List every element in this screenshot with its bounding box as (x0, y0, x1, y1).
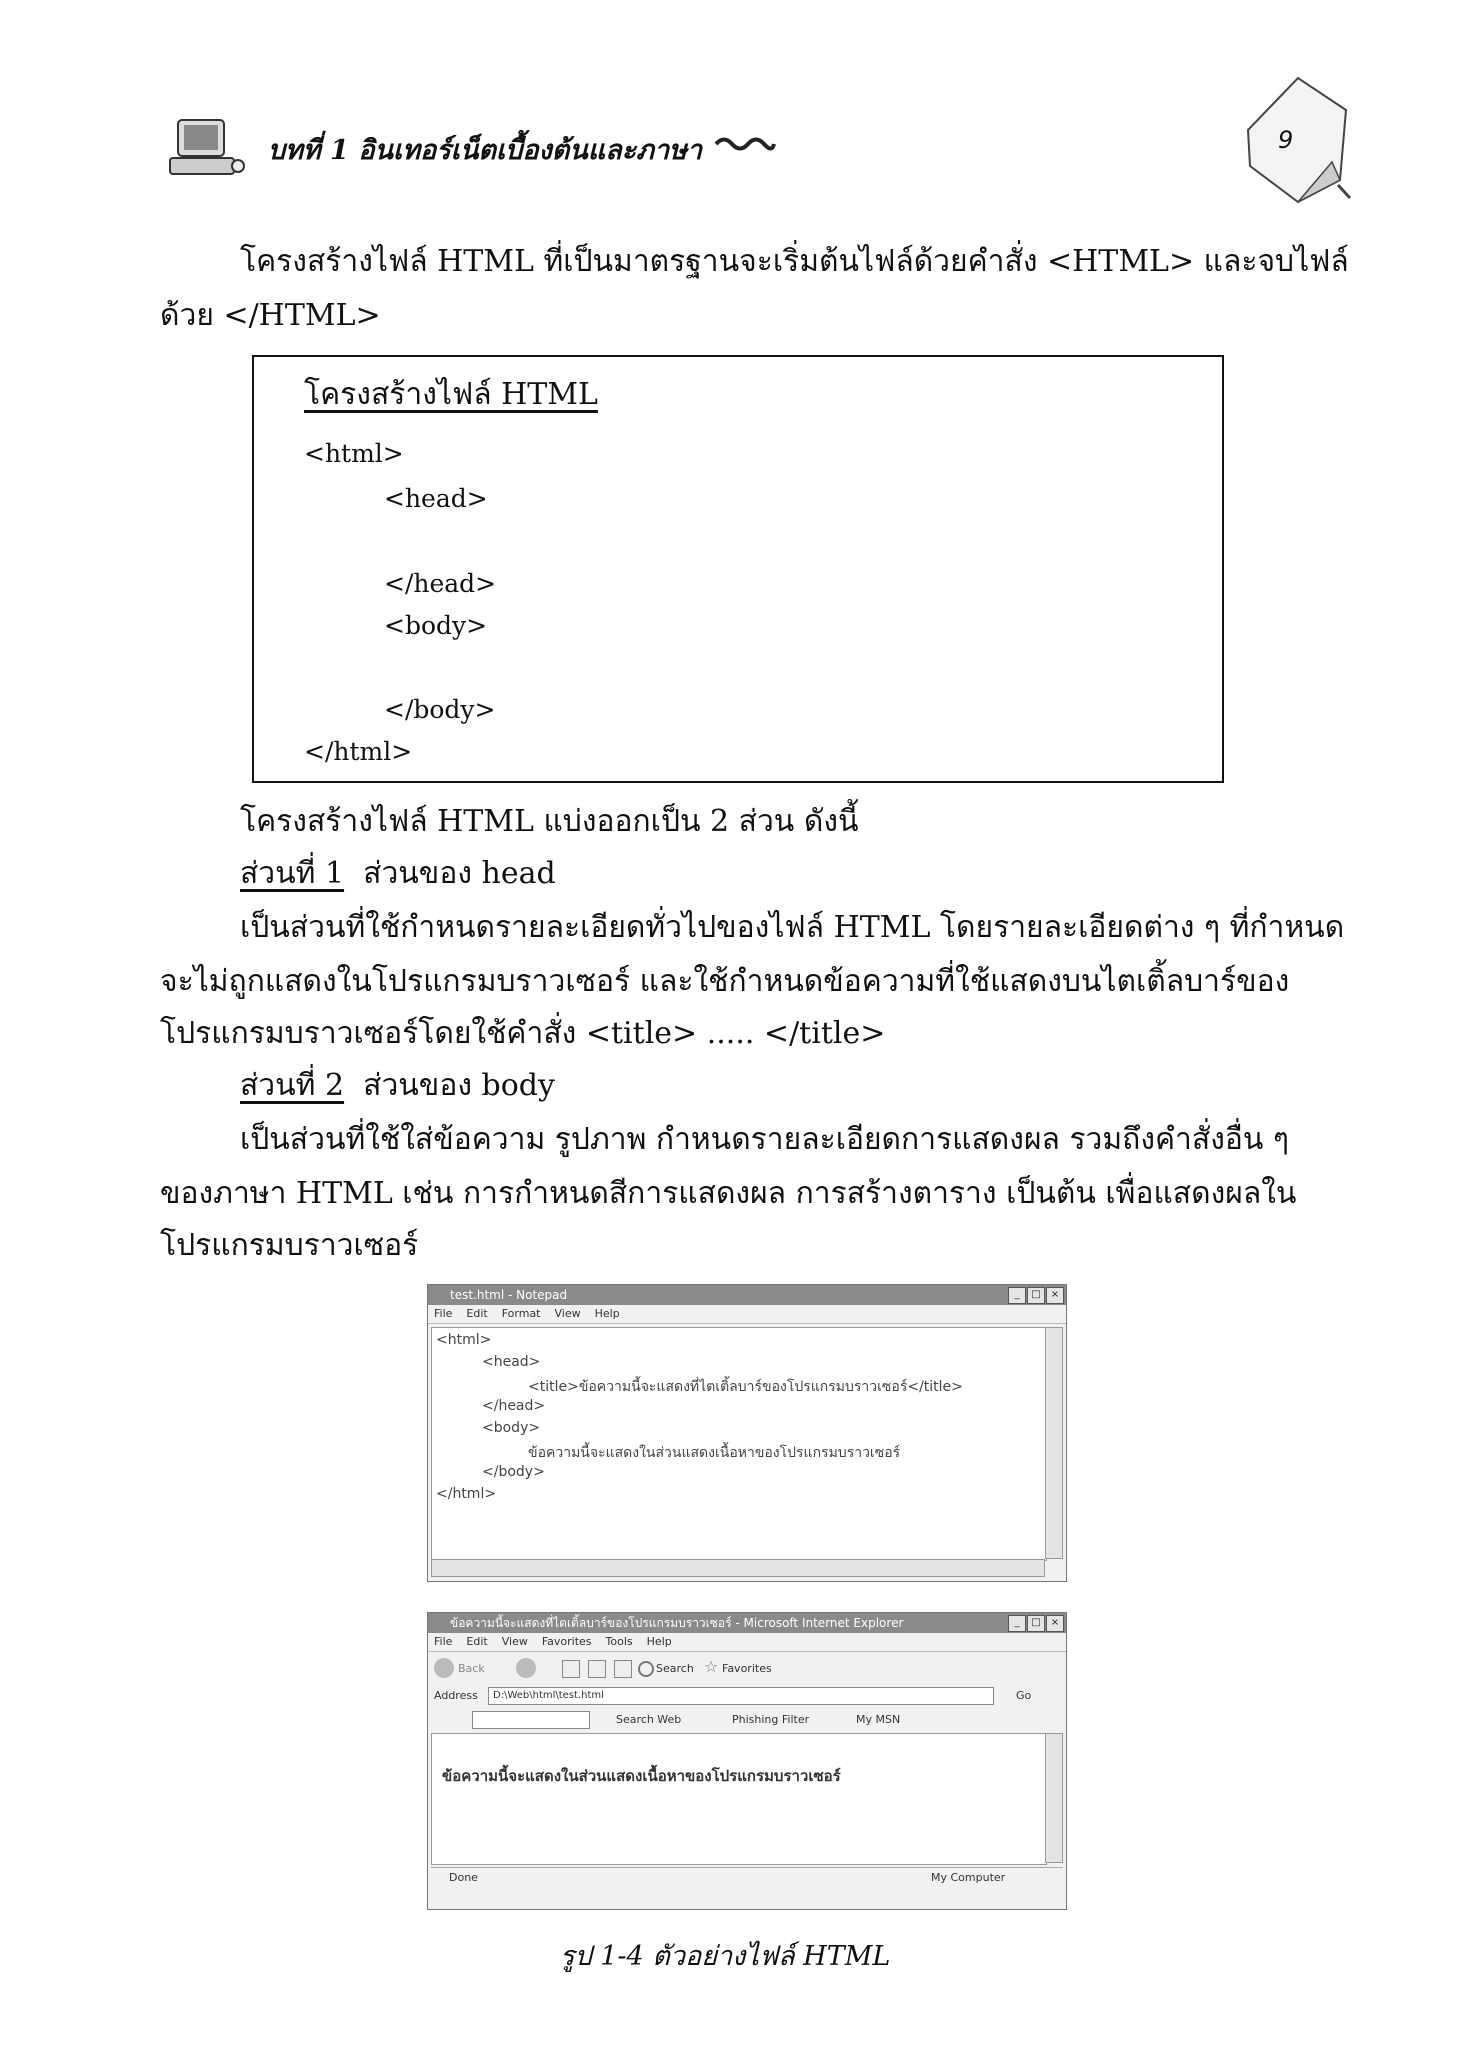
code-box-title: โครงสร้างไฟล์ HTML (304, 377, 598, 412)
intro-line-1: โครงสร้างไฟล์ HTML ที่เป็นมาตรฐานจะเริ่มต้นไฟล์ด้วยคำสั่ง <HTML> และจบไฟล์ (240, 244, 1349, 279)
header-ornament-icon (714, 133, 776, 155)
chapter-header: บทที่ 1 อินเทอร์เน็ตเบื้องต้นและภาษา (268, 135, 703, 166)
menu-favorites[interactable]: Favorites (541, 1635, 592, 1648)
vertical-scrollbar[interactable] (1045, 1327, 1063, 1559)
minimize-button[interactable]: _ (1008, 1287, 1026, 1304)
menu-help[interactable]: Help (646, 1635, 672, 1648)
code-line: <head> (384, 484, 488, 513)
browser-titlebar (428, 1613, 1066, 1633)
notepad-window (427, 1284, 1067, 1582)
notepad-titlebar (428, 1285, 1066, 1305)
favorites-star-icon[interactable]: ☆ (704, 1657, 719, 1676)
editor-line: <html> (436, 1332, 492, 1348)
menu-view[interactable]: View (501, 1635, 528, 1648)
vertical-scrollbar[interactable] (1045, 1733, 1063, 1863)
split-line: โครงสร้างไฟล์ HTML แบ่งออกเป็น 2 ส่วน ดังนี้ (240, 804, 859, 839)
menu-help[interactable]: Help (594, 1307, 620, 1320)
notepad-editor[interactable] (431, 1327, 1047, 1561)
phishing-filter-button[interactable]: Phishing Filter (732, 1713, 810, 1726)
minimize-button[interactable]: _ (1008, 1615, 1026, 1632)
maximize-button[interactable]: □ (1027, 1287, 1045, 1304)
menu-file[interactable]: File (434, 1307, 453, 1320)
part2-label: ส่วนที่ 2 (240, 1068, 345, 1103)
back-button[interactable]: Back (458, 1662, 485, 1675)
code-line: </body> (384, 695, 496, 724)
html-structure-box (252, 355, 1224, 783)
forward-arrow-icon[interactable] (516, 1658, 536, 1678)
part2-heading (240, 1060, 555, 1112)
code-line: </head> (384, 569, 497, 598)
search-web-button[interactable]: Search Web (616, 1713, 682, 1726)
status-bar (431, 1867, 1063, 1888)
menu-edit[interactable]: Edit (466, 1307, 488, 1320)
close-button[interactable]: × (1046, 1287, 1064, 1304)
address-bar (432, 1685, 1062, 1707)
maximize-button[interactable]: □ (1027, 1615, 1045, 1632)
menu-edit[interactable]: Edit (466, 1635, 488, 1648)
browser-content (431, 1733, 1047, 1865)
code-line: <body> (384, 611, 488, 640)
stop-icon[interactable] (562, 1660, 580, 1678)
code-line: <html> (304, 439, 404, 468)
chapter-computer-icon (168, 112, 248, 182)
editor-line: </body> (482, 1464, 545, 1480)
refresh-icon[interactable] (588, 1660, 606, 1678)
editor-line: <head> (482, 1354, 541, 1370)
my-msn-button[interactable]: My MSN (856, 1713, 901, 1726)
notepad-menubar (428, 1305, 1066, 1324)
search-button[interactable]: Search (656, 1662, 694, 1675)
editor-line: </html> (436, 1486, 497, 1502)
search-toolbar (432, 1709, 1062, 1731)
address-label: Address (434, 1689, 478, 1702)
part2-line-3: โปรแกรมบราวเซอร์ (160, 1228, 419, 1263)
notepad-title: test.html - Notepad (450, 1288, 568, 1302)
address-input[interactable]: D:\Web\html\test.html (488, 1687, 994, 1705)
part2-line-1: เป็นส่วนที่ใช้ใส่ข้อความ รูปภาพ กำหนดรายละเอียดการแสดงผล รวมถึงคำสั่งอื่น ๆ (240, 1122, 1290, 1157)
favorites-button[interactable]: Favorites (722, 1662, 772, 1675)
browser-window (427, 1612, 1067, 1910)
status-done: Done (449, 1871, 478, 1884)
menu-file[interactable]: File (434, 1635, 453, 1648)
browser-toolbar (432, 1655, 1062, 1683)
browser-menubar (428, 1633, 1066, 1652)
home-icon[interactable] (614, 1660, 632, 1678)
intro-line-2: ด้วย </HTML> (160, 298, 381, 333)
go-button[interactable]: Go (1016, 1689, 1032, 1702)
horizontal-scrollbar[interactable] (431, 1559, 1045, 1577)
part1-line-2: จะไม่ถูกแสดงในโปรแกรมบราวเซอร์ และใช้กำหนดข้อความที่ใช้แสดงบนไตเติ้ลบาร์ของ (160, 964, 1290, 999)
editor-line: ข้อความนี้จะแสดงในส่วนแสดงเนื้อหาของโปรแกรมบราวเซอร์ (528, 1445, 901, 1461)
part1-line-1: เป็นส่วนที่ใช้กำหนดรายละเอียดทั่วไปของไฟล์ HTML โดยรายละเอียดต่าง ๆ ที่กำหนด (240, 910, 1345, 945)
figure-caption: รูป 1-4 ตัวอย่างไฟล์ HTML (560, 1941, 891, 1972)
editor-line: </head> (482, 1398, 546, 1414)
menu-format[interactable]: Format (501, 1307, 541, 1320)
content-text: ข้อความนี้จะแสดงในส่วนแสดงเนื้อหาของโปรแกรมบราวเซอร์ (442, 1767, 841, 1785)
page-number: 9 (1278, 126, 1294, 154)
menu-tools[interactable]: Tools (605, 1635, 633, 1648)
editor-line: <title>ข้อความนี้จะแสดงที่ไตเติ้ลบาร์ของโปรแกรมบราวเซอร์</title> (528, 1379, 963, 1395)
part1-line-3: โปรแกรมบราวเซอร์โดยใช้คำสั่ง <title> ..... </title> (160, 1016, 886, 1051)
status-zone: My Computer (931, 1871, 1006, 1884)
part2-title: ส่วนของ body (363, 1068, 555, 1103)
code-line: </html> (304, 737, 413, 766)
search-box[interactable] (472, 1711, 590, 1729)
menu-view[interactable]: View (554, 1307, 581, 1320)
back-arrow-icon[interactable] (434, 1658, 454, 1678)
editor-line: <body> (482, 1420, 541, 1436)
search-icon[interactable] (638, 1661, 654, 1677)
part1-title: ส่วนของ head (363, 856, 556, 891)
browser-title: ข้อความนี้จะแสดงที่ไตเติ้ลบาร์ของโปรแกรมบราวเซอร์ - Microsoft Internet Explorer (450, 1616, 904, 1630)
part1-label: ส่วนที่ 1 (240, 856, 345, 891)
close-button[interactable]: × (1046, 1615, 1064, 1632)
part2-line-2: ของภาษา HTML เช่น การกำหนดสีการแสดงผล การสร้างตาราง เป็นต้น เพื่อแสดงผลใน (160, 1176, 1297, 1211)
part1-heading (240, 848, 556, 900)
